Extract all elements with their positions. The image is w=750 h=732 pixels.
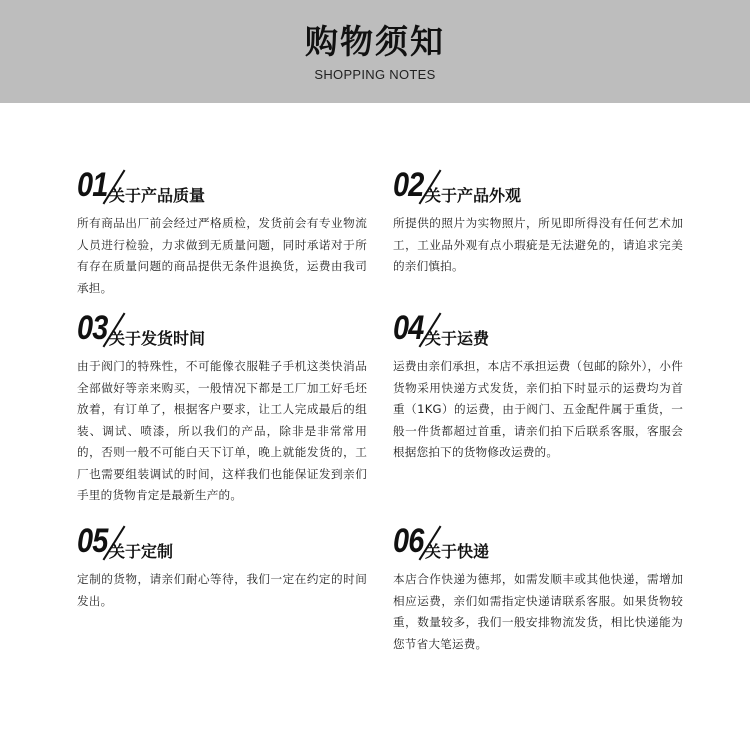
section-body: 所有商品出厂前会经过严格质检，发货前会有专业物流人员进行检验，力求做到无质量问题，同时承诺对于所有存在质量问题的商品提供无条件退换货，运费由我司承担。 — [77, 216, 367, 295]
section-number: 02 — [393, 166, 424, 204]
section-product-quality — [77, 168, 367, 299]
section-heading — [393, 168, 683, 208]
section-number: 04 — [393, 309, 424, 347]
section-body: 定制的货物，请亲们耐心等待，我们一定在约定的时间发出。 — [77, 572, 367, 608]
section-title: 关于定制 — [109, 542, 174, 561]
section-body: 由于阀门的特殊性，不可能像衣服鞋子手机这类快消品全部做好等亲来购买，一般情况下都是工厂加工好毛坯放着，有订单了，根据客户要求，让工人完成最后的组装、调试、喷漆，所以我们的产品，除非是非常常用的，否则一般不可能白天下订单，晚上就能发货的，工厂也需要组装调试的时间，这样我们也能保证发到亲们手里的货物肯定是最新生产的。 — [77, 359, 367, 502]
section-heading — [77, 311, 367, 351]
section-title: 关于发货时间 — [109, 329, 206, 348]
section-title: 关于快递 — [425, 542, 490, 561]
section-body: 运费由亲们承担，本店不承担运费（包邮的除外），小件货物采用快递方式发货，亲们拍下时显示的运费均为首重（1KG）的运费，由于阀门、五金配件属于重货，一般一件货都超过首重，请亲们拍下后联系客服，客服会根据您拍下的货物修改运费的。 — [393, 359, 683, 459]
section-body: 本店合作快递为德邦，如需发顺丰或其他快递，需增加相应运费，亲们如需指定快递请联系客服。如果货物较重，数量较多，我们一般安排物流发货，相比快递能为您节省大笔运费。 — [393, 572, 683, 651]
section-heading — [77, 168, 367, 208]
section-heading — [77, 524, 367, 564]
page-subtitle: SHOPPING NOTES — [314, 67, 436, 82]
section-title: 关于运费 — [425, 329, 490, 348]
header-banner — [0, 0, 750, 103]
section-number: 06 — [393, 522, 424, 560]
section-shipping-time — [77, 311, 367, 507]
section-number: 01 — [77, 166, 108, 204]
section-number: 03 — [77, 309, 108, 347]
section-customization — [77, 524, 367, 612]
section-product-appearance — [393, 168, 683, 278]
section-shipping-fee — [393, 311, 683, 464]
section-number: 05 — [77, 522, 108, 560]
section-title: 关于产品质量 — [109, 186, 206, 205]
section-heading — [393, 524, 683, 564]
page-title: 购物须知 — [305, 22, 445, 61]
section-express-delivery — [393, 524, 683, 655]
section-title: 关于产品外观 — [425, 186, 522, 205]
section-heading — [393, 311, 683, 351]
section-body: 所提供的照片为实物照片，所见即所得没有任何艺术加工，工业品外观有点小瑕疵是无法避免的，请追求完美的亲们慎拍。 — [393, 216, 683, 273]
